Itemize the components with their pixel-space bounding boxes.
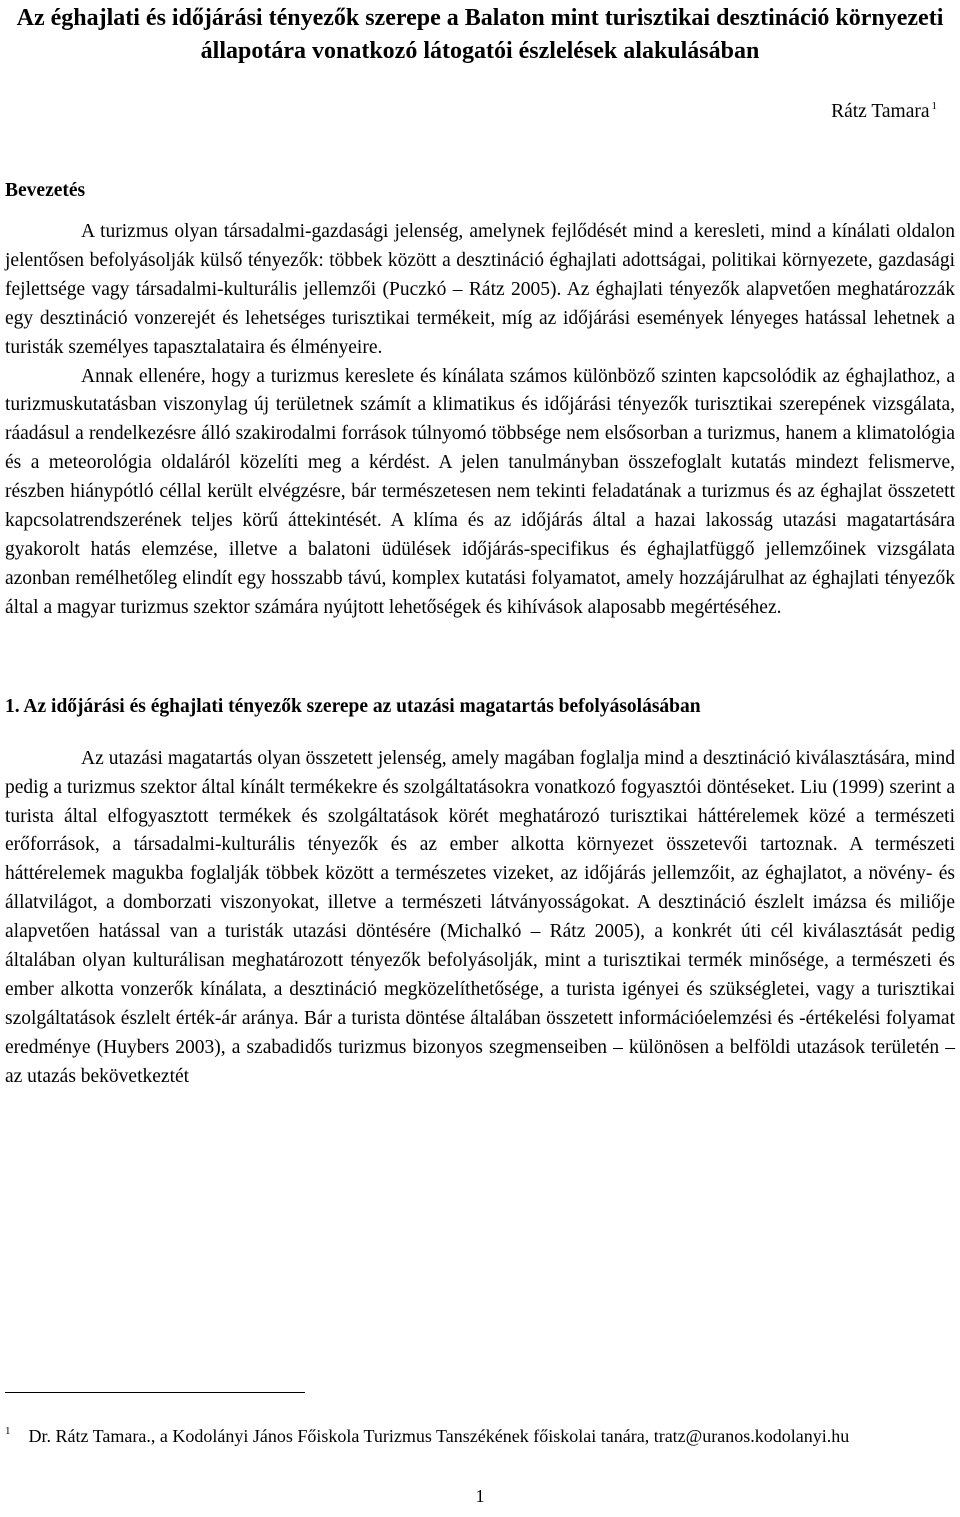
footnote-separator — [5, 1392, 305, 1393]
intro-heading: Bevezetés — [5, 180, 86, 201]
footnote-mark: 1 — [5, 1425, 11, 1437]
footnote — [5, 1418, 955, 1449]
page-number: 1 — [475, 1486, 485, 1506]
author-name: Rátz Tamara — [831, 101, 930, 122]
intro-paragraph-1: A turizmus olyan társadalmi-gazdasági jelenség, amelynek fejlődését mind a keresleti, mind a kínálati oldalon jelentősen befolyásolják külső tényezők: többek között a desztináció éghajlati adottságai, politikai környezete, gazdasági fejlettsége vagy társadalmi-kulturális jellemzői (Puczkó – Rátz 2005). Az éghajlati tényezők alapvetően meghatározzák egy desztináció vonzerejét és lehetséges turisztikai termékeit, míg az időjárási események lényeges hatással lehetnek a turisták személyes tapasztalataira és élményeire. — [5, 221, 955, 358]
intro-paragraph-2: Annak ellenére, hogy a turizmus kereslete és kínálata számos különböző szinten kapcsolódik az éghajlathoz, a turizmuskutatásban viszonylag új területnek számít a klimatikus és időjárási tényezők turisztikai szerepének vizsgálata, ráadásul a rendelkezésre álló szakirodalmi források túlnyomó többsége nem elsősorban a turizmus, hanem a klimatológia és a meteorológia oldaláról közelíti meg a kérdést. A jelen tanulmányban összefoglalt kutatás mindezt felismerve, részben hiánypótló céllal került elvégzésre, bár természetesen nem tekinti feladatának a turizmus és az éghajlat összetett kapcsolatrendszerének teljes körű áttekintését. A klíma és az időjárás által a hazai lakosság utazási magatartására gyakorolt hatás elemzése, illetve a balatoni üdülések időjárás-specifikus és éghajlatfüggő jellemzőinek vizsgálata azonban remélhetőleg elindít egy hosszabb távú, komplex kutatási folyamatot, amely hozzájárulhat az éghajlati tényezők által a magyar turizmus szektor számára nyújtott lehetőségek és kihívások alaposabb megértéséhez. — [5, 365, 955, 618]
section-1-heading: 1. Az időjárási és éghajlati tényezők szerepe az utazási magatartás befolyásolásában — [5, 695, 701, 717]
document-page — [5, 0, 955, 1517]
author-footnote-mark: 1 — [931, 100, 937, 112]
paper-title: Az éghajlati és időjárási tényezők szerepe a Balaton mint turisztikai desztináció környezeti állapotára vonatkozó látogatói észlelések alakulásában — [16, 5, 944, 64]
author-line — [5, 94, 955, 124]
footnote-text: Dr. Rátz Tamara., a Kodolányi János Főiskola Turizmus Tanszékének főiskolai tanára, tratz@uranos.kodolanyi.hu — [28, 1426, 850, 1446]
section-1-paragraph: Az utazási magatartás olyan összetett jelenség, amely magában foglalja mind a desztináció kiválasztására, mind pedig a turizmus szektor által kínált termékekre és szolgáltatásokra vonatkozó fogyasztói döntéseket. Liu (1999) szerint a turista által elfogyasztott termékek és szolgáltatások körét meghatározó turisztikai háttérelemek közé a természeti erőforrások, a társadalmi-kulturális tényezők és az ember alkotta környezet összetevői tartoznak. A természeti háttérelemek magukba foglalják többek között a természetes vizeket, az időjárás jellemzőit, az éghajlatot, a növény- és állatvilágot, a domborzati viszonyokat, illetve a természeti látványosságokat. A desztináció észlelt imázsa és miliője alapvetően hatással van a turisták utazási döntésére (Michalkó – Rátz 2005), a konkrét úti cél kiválasztását pedig általában olyan kulturálisan meghatározott tényezők befolyásolják, mint a turisztikai termék minősége, a természeti és ember alkotta vonzerők kínálata, a desztináció megközelíthetősége, a turista igényei és szükségletei, vagy a turisztikai szolgáltatások észlelt érték-ár aránya. Bár a turista döntése általában összetett információelemzési és -értékelési folyamat eredménye (Huybers 2003), a szabadidős turizmus bizonyos szegmenseiben – különösen a belföldi utazások területén – az utazás bekövetkeztét — [5, 747, 955, 1087]
